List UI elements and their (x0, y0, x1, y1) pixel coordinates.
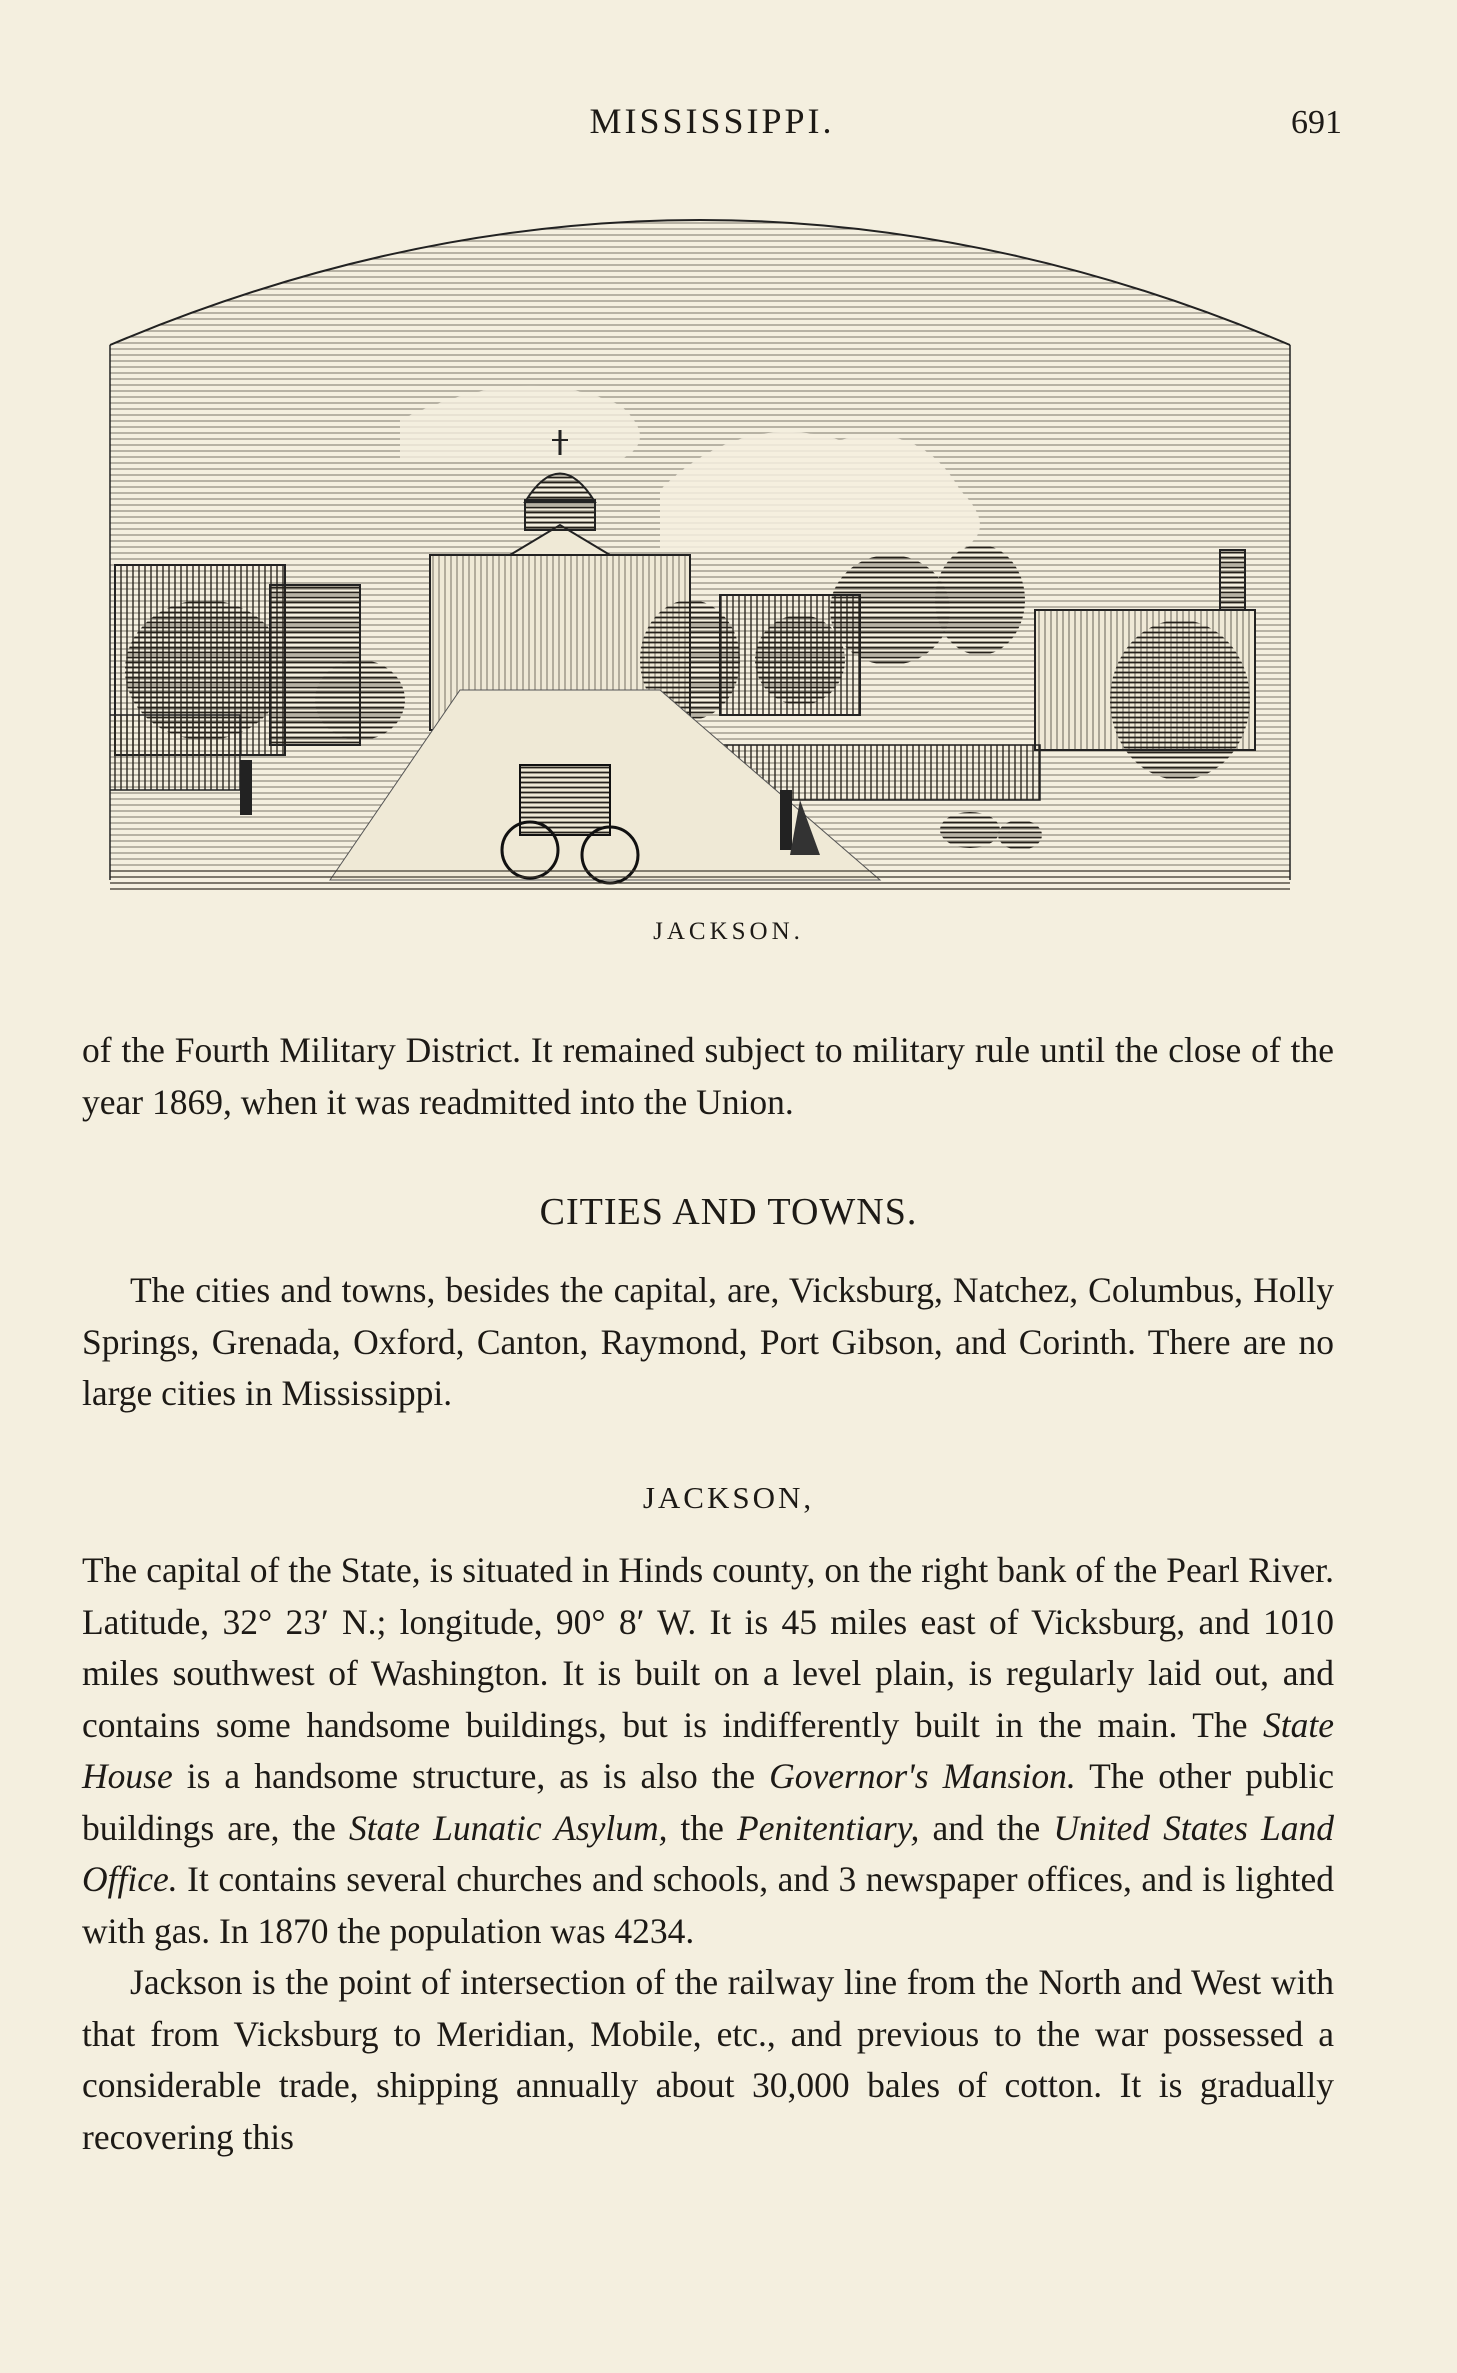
jackson-text-run: The capital of the State, is situated in Hinds county, on the right bank of the Pearl River. Latitude, 32° 23′ N.; longitude, 90° 8′ W. It is 45 miles east of Vicksburg, and 1010 miles southwest of Washington. It is built on a level plain, is regularly laid out, and contains some handsome buildings, but is indifferently built in the main. The (82, 1550, 1334, 1745)
jackson-paragraph-1 (82, 1545, 1334, 1957)
jackson-text-run: the (667, 1807, 738, 1848)
jackson-text-run: and the (919, 1807, 1054, 1848)
page-number: 691 (1291, 104, 1342, 141)
continuation-text (82, 1025, 1334, 1128)
illustration-caption: JACKSON. (653, 918, 804, 945)
italic-penitentiary: Penitentiary, (737, 1807, 920, 1848)
jackson-heading: JACKSON, (642, 1480, 815, 1515)
running-head (82, 100, 1342, 150)
jackson-engraving (100, 190, 1320, 910)
italic-governors-mansion: Governor's Mansion. (769, 1756, 1076, 1796)
engraving-scene (100, 190, 1320, 910)
jackson-paragraph-2: Jackson is the point of intersection of the railway line from the North and West with that from Vicksburg to Meridian, Mobile, etc., and previous to the war possessed a considerable trade, shipping annually about 30,000 bales of cotton. It is gradually recovering this (82, 1962, 1334, 2157)
italic-state-house: State House (82, 1704, 1334, 1796)
running-title: MISSISSIPPI. (589, 101, 835, 141)
cities-paragraph: The cities and towns, besides the capital, are, Vicksburg, Natchez, Columbus, Holly Springs, Grenada, Oxford, Canton, Raymond, Port Gibson, and Corinth. There are no large cities in Mississippi. (82, 1270, 1334, 1413)
cities-text (82, 1265, 1334, 1420)
jackson-text (82, 1545, 1334, 2163)
jackson-text-run: The other public buildings are, the (82, 1756, 1334, 1848)
jackson-text-run: is a handsome structure, as is also the (172, 1756, 770, 1796)
italic-land-office: United States Land Office. (82, 1807, 1334, 1899)
jackson-text-run: It contains several churches and schools, and 3 newspaper offices, and is lighted with gas. In 1870 the population was 4234. (82, 1859, 1334, 1951)
cities-heading: CITIES AND TOWNS. (539, 1191, 918, 1233)
continuation-paragraph: of the Fourth Military District. It remained subject to military rule until the close of the year 1869, when it was readmitted into the Union. (82, 1030, 1334, 1122)
italic-lunatic-asylum: State Lunatic Asylum, (349, 1807, 668, 1848)
